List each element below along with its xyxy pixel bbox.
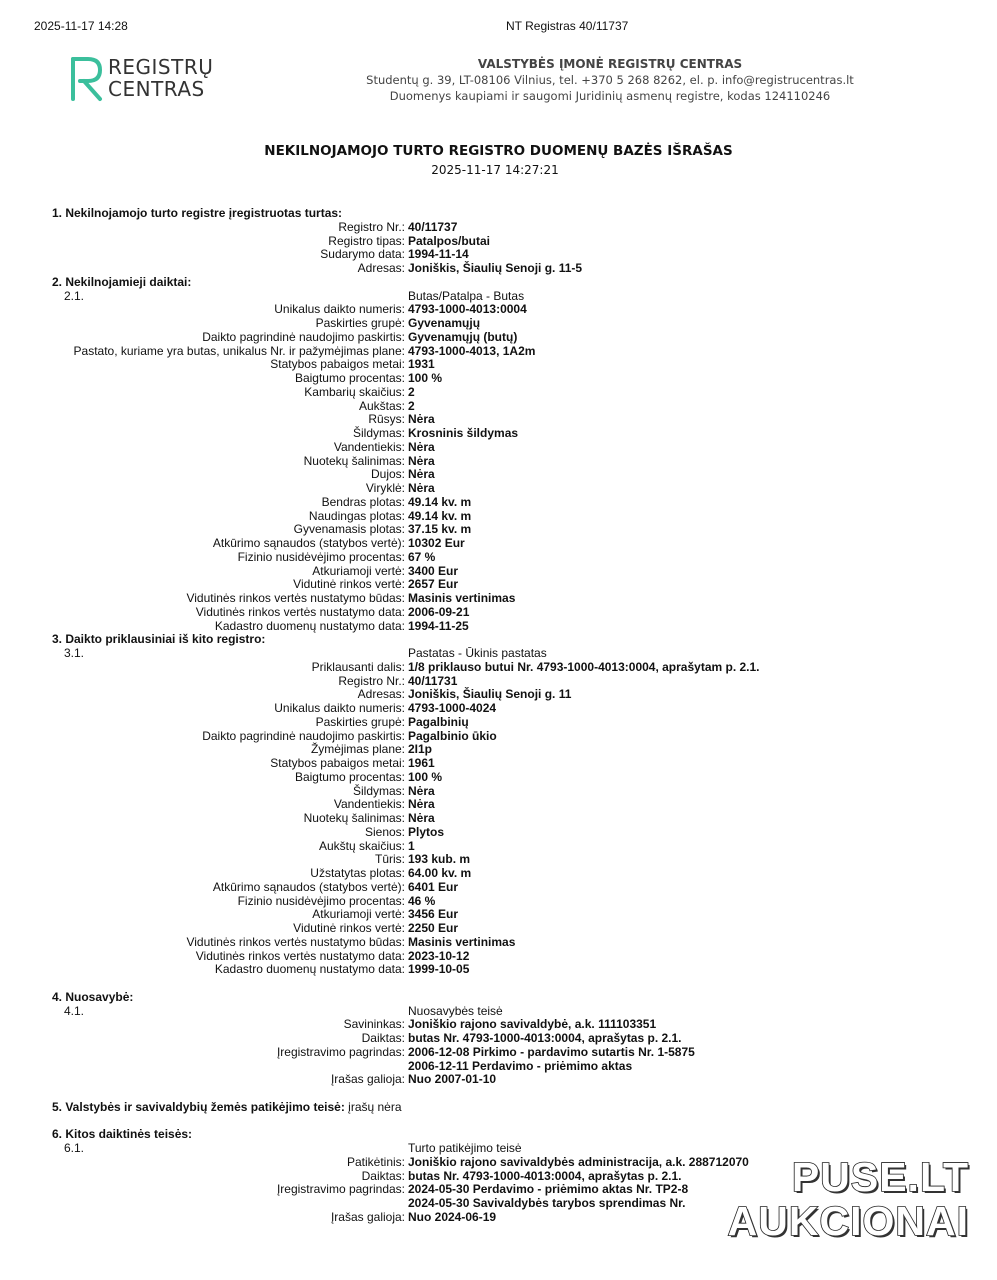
field-label: Įrašas galioja: [330,1072,405,1087]
field-row [0,386,997,400]
field-label: Kadastro duomenų nustatymo data: [214,962,405,977]
field-row [0,661,997,675]
organization-registry-note: Duomenys kaupiami ir saugomi Juridinių asmenų registre, kodas 124110246 [389,89,831,103]
section-2-heading: 2. Nekilnojamieji daiktai: [52,274,192,289]
field-label: Kambarių skaičius: [304,384,405,399]
field-value: Nėra [408,481,435,495]
field-value: 49.14 kv. m [408,508,472,523]
field-label: Įregistravimo pagrindas: [276,1044,405,1059]
field-row [0,798,997,812]
field-label: Kadastro duomenų nustatymo data: [214,618,405,633]
field-row [0,372,997,386]
field-label: Daikto pagrindinė naudojimo paskirtis: [202,329,405,344]
field-row [0,1073,997,1087]
watermark-line1: PUSE.LT [791,1154,969,1200]
field-row [0,441,997,455]
field-label: Aukštas: [358,398,405,413]
registru-centras-logo [70,55,220,103]
section-5-row [0,1101,997,1115]
field-value: 4793-1000-4013:0004 [408,302,527,317]
field-row [0,881,997,895]
field-label: Vidutinės rinkos vertės nustatymo būdas: [186,934,405,949]
field-row [0,757,997,771]
field-value: Joniškio rajono savivaldybės administracija, a.k. 288712070 [408,1154,749,1169]
field-row [0,1046,997,1060]
field-value: 1961 [408,756,435,770]
logo-text-line2: CENTRAS [108,77,205,101]
field-row [0,785,997,799]
field-row [0,248,997,262]
field-value: 40/11731 [408,673,458,688]
organization-name: VALSTYBĖS ĮMONĖ REGISTRŲ CENTRAS [477,57,743,71]
field-row [0,908,997,922]
watermark-line2: AUKCIONAI [727,1198,969,1244]
section-5-heading: 5. Valstybės ir savivaldybių žemės patikėjimo teisė: [52,1099,345,1114]
field-value: 1/8 priklauso butui Nr. 4793-1000-4013:0004, aprašytam p. 2.1. [408,659,760,674]
field-value: butas Nr. 4793-1000-4013:0004, aprašytas p. 2.1. [408,1031,682,1045]
item-number: 6.1. [64,1141,85,1155]
field-label: Dujos: [370,467,405,482]
field-label: Daikto pagrindinė naudojimo paskirtis: [202,728,405,743]
field-row [0,592,997,606]
field-row [0,840,997,854]
field-label: Fizinio nusidėvėjimo procentas: [237,549,405,564]
field-value: 49.14 kv. m [408,494,472,509]
watermark [697,1155,969,1243]
extract-content [0,207,997,1225]
field-value: Nėra [408,467,435,482]
field-label: Registro tipas: [328,233,405,248]
field-label: Gyvenamasis plotas: [293,522,405,537]
item-title: Butas/Patalpa - Butas [408,288,525,303]
field-value: 193 kub. m [408,852,471,867]
field-value: 1931 [408,357,435,372]
field-value: 64.00 kv. m [408,866,472,880]
field-value: 3400 Eur [408,563,459,578]
field-row [0,688,997,702]
field-row [0,358,997,372]
field-value: 2I1p [408,742,433,757]
field-row [0,895,997,909]
field-label: Unikalus daikto numeris: [274,302,405,317]
field-row [0,551,997,565]
field-label: Šildymas: [352,783,405,798]
field-label: Įregistravimo pagrindas: [276,1182,405,1197]
field-label: Atkūrimo sąnaudos (statybos vertė): [212,879,405,894]
field-value: Masinis vertinimas [408,934,516,949]
field-value: 10302 Eur [408,536,465,550]
field-label: Užstatytas plotas: [310,866,405,880]
section-3-heading: 3. Daikto priklausiniai iš kito registro: [52,632,266,647]
field-label: Žymėjimas plane: [310,742,405,757]
field-value: 100 % [408,769,443,784]
field-row [0,482,997,496]
field-row [0,537,997,551]
field-value: 46 % [408,893,436,908]
field-value: 1 [408,838,415,853]
field-value: 2024-05-30 Perdavimo - priėmimo aktas Nr. TP2-8 [408,1182,689,1197]
field-value: Nuo 2007-01-10 [408,1072,497,1087]
field-label: Sudarymo data: [320,247,405,262]
field-label: Viryklė: [365,481,405,495]
field-row [0,1032,997,1046]
field-value: 4793-1000-4024 [408,701,497,715]
field-value: Nėra [408,797,435,812]
field-value: Joniškis, Šiaulių Senoji g. 11 [408,687,572,702]
field-label: Savininkas: [343,1017,405,1032]
field-row [0,317,997,331]
field-value: Patalpos/butai [408,233,491,248]
field-value: 2657 Eur [408,577,459,592]
item-number: 4.1. [64,1003,85,1018]
field-row [0,730,997,744]
field-row [0,221,997,235]
field-row [0,468,997,482]
section-4-heading: 4. Nuosavybė: [52,989,134,1004]
field-label: Vidutinė rinkos vertė: [293,921,405,935]
field-row [0,235,997,249]
field-label: Statybos pabaigos metai: [270,756,405,770]
field-label: Sienos: [364,824,405,839]
field-value: Plytos [408,824,445,839]
field-value: 40/11737 [408,219,458,234]
field-value: Nėra [408,783,435,798]
registru-centras-logo-icon [70,55,104,103]
field-label: Vidutinė rinkos vertė: [293,577,405,592]
field-row [0,427,997,441]
field-row [0,963,997,977]
section-3-item [0,647,997,661]
field-label: Baigtumo procentas: [294,769,405,784]
section-1-heading: 1. Nekilnojamojo turto registre įregistruotas turtas: [52,206,343,220]
field-row [0,400,997,414]
field-label: Daiktas: [361,1168,405,1183]
field-row [0,1018,997,1032]
field-label: Adresas: [357,687,405,702]
field-value: 6401 Eur [408,879,459,894]
field-value: Pagalbinių [408,714,469,729]
field-row [0,510,997,524]
field-value: 2006-12-08 Pirkimo - pardavimo sutartis Nr. 1-5875 [408,1044,695,1059]
field-label: Registro Nr.: [338,219,405,234]
field-row [0,771,997,785]
field-value: 37.15 kv. m [408,522,472,537]
item-title: Nuosavybės teisė [408,1003,503,1018]
field-label: Statybos pabaigos metai: [270,357,405,372]
field-value: Nėra [408,811,435,825]
field-value: 3456 Eur [408,907,459,922]
field-label: Įrašas galioja: [330,1209,405,1224]
section-6-heading: 6. Kitos daiktinės teisės: [52,1127,193,1142]
field-row [0,496,997,510]
field-row [0,606,997,620]
field-label: Fizinio nusidėvėjimo procentas: [237,893,405,908]
field-label: Atkūrimo sąnaudos (statybos vertė): [212,536,405,550]
field-value: Masinis vertinimas [408,591,516,605]
field-row [0,826,997,840]
logo-text [108,56,213,100]
section-2-fields [0,303,997,633]
item-number: 2.1. [64,288,85,303]
field-row [0,867,997,881]
field-row [0,620,997,634]
field-label: Paskirties grupė: [315,316,405,330]
field-value: Gyvenamųjų (butų) [408,329,518,344]
field-value: 2006-12-11 Perdavimo - priėmimo aktas [408,1058,633,1073]
field-row [0,413,997,427]
field-label: Šildymas: [352,426,405,440]
field-value: 2006-09-21 [408,604,470,619]
field-row [0,455,997,469]
field-row [0,1060,997,1074]
field-value: Nėra [408,453,435,468]
field-value: 2 [408,398,415,413]
field-label: Tūris: [375,852,405,867]
field-row [0,262,997,276]
organization-block [330,56,890,104]
field-value: 4793-1000-4013, 1A2m [408,343,536,358]
logo-text-line1: REGISTRŲ [108,55,214,79]
field-label: Registro Nr.: [338,673,405,688]
field-label: Aukštų skaičius: [318,838,405,853]
field-value: 2024-05-30 Savivaldybės tarybos sprendimas Nr. [408,1196,686,1210]
section-1-fields [0,221,997,276]
field-label: Atkuriamoji vertė: [312,907,405,922]
field-value: 100 % [408,371,443,385]
field-value: Nuo 2024-06-19 [408,1209,497,1224]
document-title: NEKILNOJAMOJO TURTO REGISTRO DUOMENŲ BAZĖS IŠRAŠAS [264,143,733,159]
field-row [0,922,997,936]
field-label: Rūsys: [368,412,405,427]
registry-reference: NT Registras 40/11737 [506,19,629,33]
field-label: Vandentiekis: [333,439,405,454]
field-label: Vidutinės rinkos vertės nustatymo būdas: [186,591,405,605]
field-value: 1999-10-05 [408,962,470,977]
field-label: Adresas: [357,261,405,275]
field-value: Nėra [408,412,435,427]
field-label: Vandentiekis: [333,797,405,812]
field-label: Atkuriamoji vertė: [312,563,405,578]
field-row [0,936,997,950]
field-label: Bendras plotas: [321,494,405,509]
field-row [0,578,997,592]
field-row [0,303,997,317]
section-5-value: įrašų nėra [348,1099,402,1114]
field-row [0,950,997,964]
field-value: 1994-11-14 [408,247,469,262]
field-value: Krosninis šildymas [408,426,519,440]
field-label: Pastato, kuriame yra butas, unikalus Nr. ir pažymėjimas plane: [73,343,405,358]
field-row [0,812,997,826]
field-value: 2 [408,384,415,399]
document-timestamp: 2025-11-17 14:27:21 [431,163,559,177]
section-4-fields [0,1018,997,1087]
field-row [0,565,997,579]
field-label: Nuotekų šalinimas: [303,811,405,825]
field-label: Baigtumo procentas: [294,371,405,385]
field-row [0,716,997,730]
organization-address: Studentų g. 39, LT-08106 Vilnius, tel. +370 5 268 8262, el. p. info@registrucentras.lt [366,73,854,87]
field-row [0,345,997,359]
field-value: Nėra [408,439,435,454]
field-row [0,702,997,716]
field-row [0,743,997,757]
section-3-fields [0,661,997,977]
field-row [0,853,997,867]
field-row [0,331,997,345]
field-label: Paskirties grupė: [315,714,405,729]
section-2-item [0,290,997,304]
field-row [0,523,997,537]
field-value: 2023-10-12 [408,948,470,963]
item-number: 3.1. [64,646,85,660]
field-value: 2250 Eur [408,921,459,935]
field-value: Joniškis, Šiaulių Senoji g. 11-5 [408,261,583,275]
field-label: Nuotekų šalinimas: [303,453,405,468]
field-label: Unikalus daikto numeris: [274,701,405,715]
field-label: Daiktas: [361,1031,405,1045]
field-value: 67 % [408,549,436,564]
field-label: Vidutinės rinkos vertės nustatymo data: [195,604,405,619]
field-label: Priklausanti dalis: [311,659,405,674]
field-value: 1994-11-25 [408,618,469,633]
field-value: Pagalbinio ūkio [408,728,497,743]
print-datetime: 2025-11-17 14:28 [34,19,128,33]
item-title: Pastatas - Ūkinis pastatas [408,646,547,660]
field-value: Gyvenamųjų [408,316,481,330]
section-4-item [0,1005,997,1019]
field-value: Joniškio rajono savivaldybė, a.k. 111103351 [408,1017,657,1032]
field-label: Naudingas plotas: [308,508,405,523]
item-title: Turto patikėjimo teisė [408,1141,522,1155]
field-label: Patikėtinis: [346,1154,405,1169]
field-label: Vidutinės rinkos vertės nustatymo data: [195,948,405,963]
field-value: butas Nr. 4793-1000-4013:0004, aprašytas p. 2.1. [408,1168,682,1183]
